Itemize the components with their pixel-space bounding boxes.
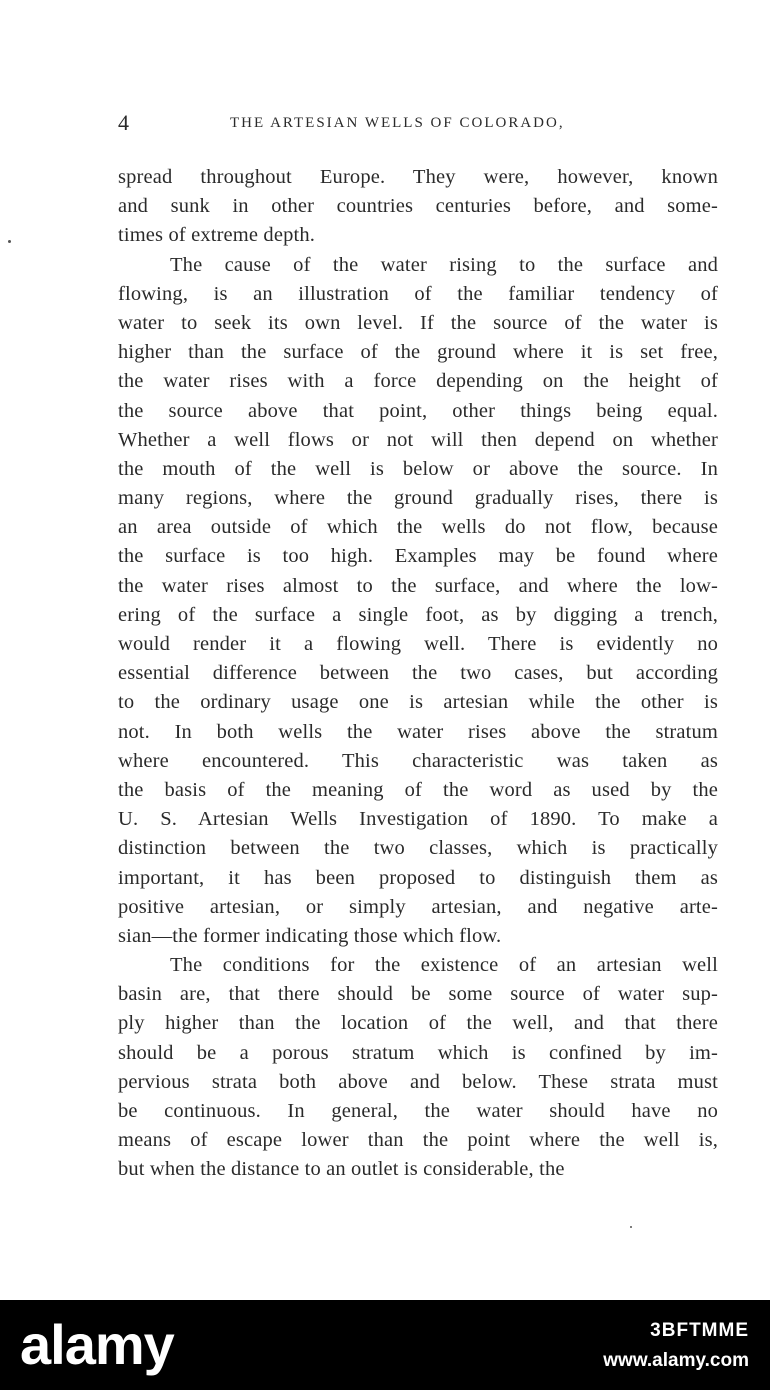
paragraph	[118, 251, 718, 952]
text-line: to the ordinary usage one is artesian while the other is	[118, 691, 718, 714]
text-line: would render it a flowing well. There is evidently no	[118, 633, 718, 655]
text-line: the basis of the meaning of the word as used by the	[118, 778, 718, 801]
text-line: many regions, where the ground gradually rises, there is	[118, 487, 718, 510]
paragraph	[118, 163, 718, 251]
page-header	[118, 110, 718, 140]
text-line: ering of the surface a single foot, as by digging a trench,	[118, 603, 718, 626]
text-line: the source above that point, other things being equal.	[118, 399, 718, 422]
text-line: spread throughout Europe. They were, however, known	[118, 166, 718, 188]
stock-watermark-banner	[0, 1300, 770, 1390]
text-line: the surface is too high. Examples may be found where	[118, 545, 718, 568]
text-line: Whether a well flows or not will then depend on whether	[118, 428, 718, 451]
watermark-image-id: 3BFTMME	[650, 1320, 749, 1341]
paragraph	[118, 951, 718, 1185]
text-line: and sunk in other countries centuries before, and some-	[118, 195, 718, 218]
watermark-logo: alamy	[20, 1313, 174, 1376]
text-line: the water rises with a force depending on the height of	[118, 370, 718, 393]
text-line: higher than the surface of the ground where it is set free,	[118, 341, 718, 364]
scan-speck	[630, 1226, 632, 1228]
text-line: where encountered. This characteristic was taken as	[118, 749, 718, 772]
page-number: 4	[118, 110, 130, 135]
text-line: distinction between the two classes, which is practically	[118, 837, 718, 860]
text-line: The conditions for the existence of an artesian well	[170, 954, 718, 977]
text-line: means of escape lower than the point where the well is,	[118, 1129, 718, 1152]
text-line: times of extreme depth.	[118, 224, 315, 247]
text-line: be continuous. In general, the water should have no	[118, 1100, 718, 1122]
text-line: flowing, is an illustration of the familiar tendency of	[118, 282, 718, 305]
text-line: the water rises almost to the surface, and where the low-	[118, 574, 718, 597]
text-line: but when the distance to an outlet is considerable, the	[118, 1158, 565, 1181]
body-text	[118, 163, 718, 1185]
text-line: an area outside of which the wells do not flow, because	[118, 516, 718, 539]
text-line: The cause of the water rising to the surface and	[170, 253, 718, 276]
text-line: positive artesian, or simply artesian, and negative arte-	[118, 895, 718, 918]
watermark-url: www.alamy.com	[603, 1350, 749, 1371]
text-line: pervious strata both above and below. These strata must	[118, 1070, 718, 1093]
text-line: the mouth of the well is below or above the source. In	[118, 457, 718, 480]
scan-speck	[8, 240, 11, 243]
text-line: essential difference between the two cases, but according	[118, 662, 718, 685]
text-line: important, it has been proposed to distinguish them as	[118, 866, 718, 889]
text-line: should be a porous stratum which is confined by im-	[118, 1041, 718, 1064]
text-line: not. In both wells the water rises above the stratum	[118, 720, 718, 743]
text-line: U. S. Artesian Wells Investigation of 1890. To make a	[118, 808, 718, 831]
text-line: water to seek its own level. If the source of the water is	[118, 311, 718, 334]
text-line: sian—the former indicating those which flow.	[118, 924, 502, 947]
text-line: ply higher than the location of the well, and that there	[118, 1012, 718, 1035]
running-head: THE ARTESIAN WELLS OF COLORADO,	[230, 115, 565, 131]
text-line: basin are, that there should be some source of water sup-	[118, 983, 718, 1006]
